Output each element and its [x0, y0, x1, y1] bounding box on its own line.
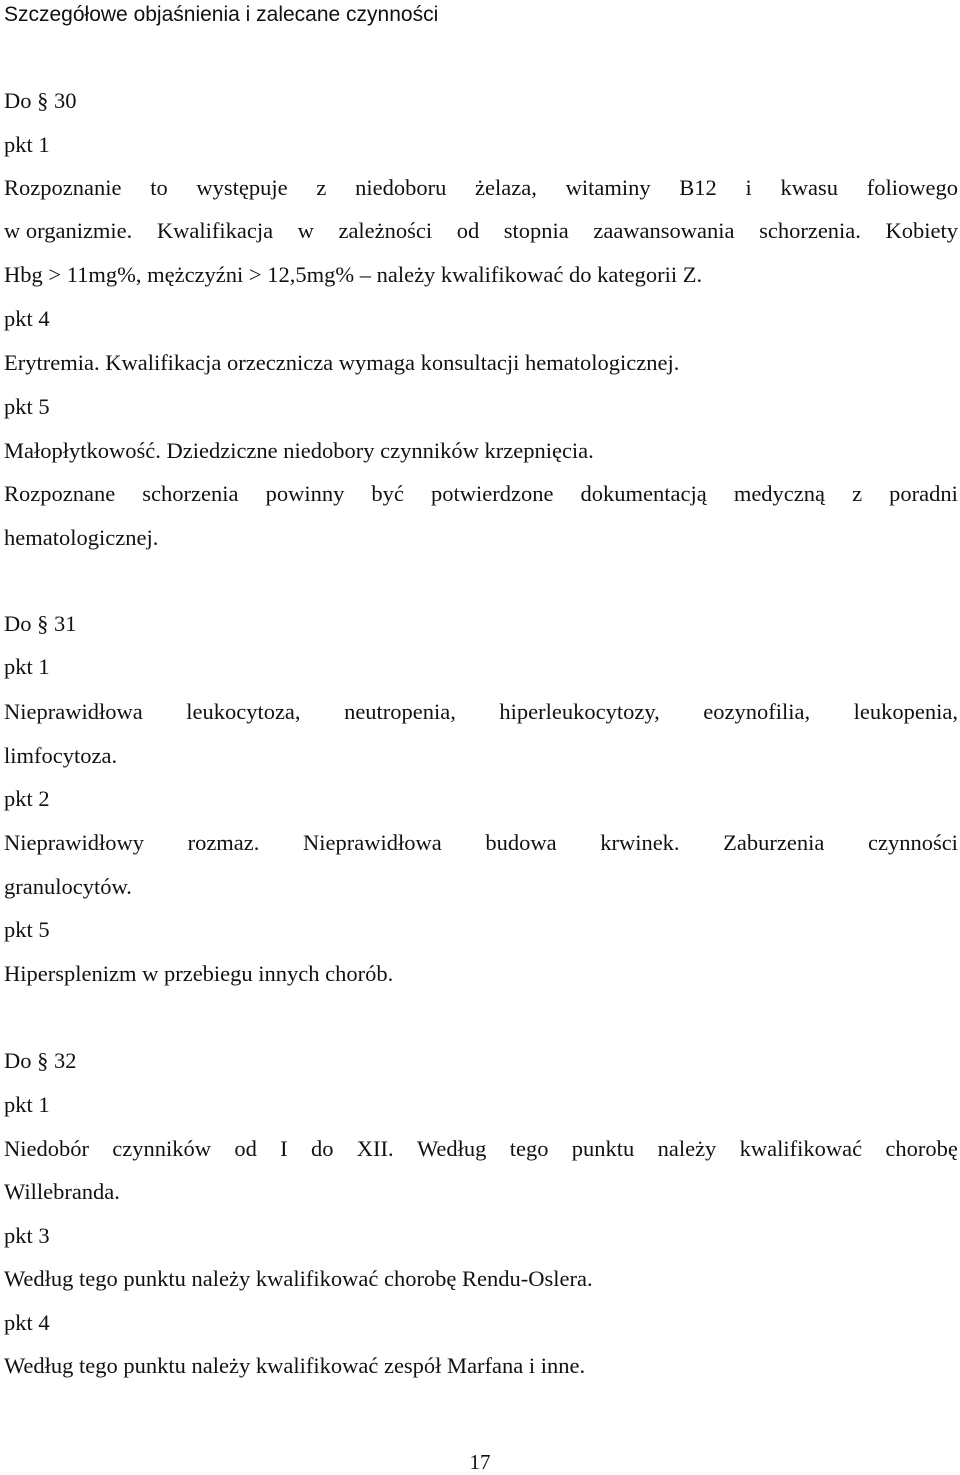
word: występuje	[196, 175, 288, 200]
section-30-pkt1-line3: Hbg > 11mg%, mężczyźni > 12,5mg% – należy kwalifikować do kategorii Z.	[4, 262, 703, 287]
word: punktu	[571, 1136, 635, 1161]
section-32-pkt3-label: pkt 3	[4, 1223, 50, 1248]
section-31-pkt1-line1	[4, 701, 958, 724]
section-32-heading: Do § 32	[4, 1048, 77, 1073]
word: chorobę	[885, 1136, 958, 1161]
word: potwierdzone	[430, 481, 554, 506]
word: zależności	[338, 218, 433, 243]
section-32-pkt4-label: pkt 4	[4, 1310, 50, 1335]
word: Zaburzenia	[723, 830, 825, 855]
section-30-pkt5-line2	[4, 483, 958, 506]
word: z	[316, 175, 327, 200]
word: Nieprawidłowy	[4, 830, 144, 855]
word: XII.	[356, 1136, 394, 1161]
word: czynności	[867, 830, 958, 855]
word: Rozpoznanie	[4, 175, 122, 200]
word: kwalifikować	[739, 1136, 863, 1161]
word: schorzenia	[142, 481, 239, 506]
word: do	[310, 1136, 334, 1161]
section-31-heading: Do § 31	[4, 611, 77, 636]
word: B12	[679, 175, 717, 200]
word: żelaza,	[475, 175, 537, 200]
word: hiperleukocytozy,	[499, 699, 660, 724]
word: czynników	[112, 1136, 212, 1161]
section-31-pkt2-label: pkt 2	[4, 786, 50, 811]
word: leukocytoza,	[186, 699, 301, 724]
word: foliowego	[866, 175, 958, 200]
word: eozynofilia,	[703, 699, 811, 724]
section-30-pkt5-line3: hematologicznej.	[4, 525, 159, 550]
section-32-pkt1-line1	[4, 1138, 958, 1161]
word: zaawansowania	[593, 218, 735, 243]
word: poradni	[889, 481, 958, 506]
word: i	[745, 175, 752, 200]
word: w	[297, 218, 314, 243]
page-number: 17	[469, 1450, 491, 1474]
section-30-pkt1-line2	[4, 220, 958, 243]
section-31-pkt1-label: pkt 1	[4, 654, 50, 679]
section-30-pkt4-label: pkt 4	[4, 306, 50, 331]
word: w organizmie.	[4, 218, 133, 243]
word: medyczną	[733, 481, 826, 506]
word: należy	[657, 1136, 717, 1161]
word: być	[371, 481, 404, 506]
word: kwasu	[780, 175, 839, 200]
section-31-pkt5-text: Hipersplenizm w przebiegu innych chorób.	[4, 961, 394, 986]
word: to	[150, 175, 168, 200]
section-32-pkt1-label: pkt 1	[4, 1092, 50, 1117]
word: Według	[416, 1136, 487, 1161]
word: z	[852, 481, 863, 506]
word: Rozpoznane	[4, 481, 116, 506]
word: Nieprawidłowa	[4, 699, 143, 724]
section-32-pkt4-text: Według tego punktu należy kwalifikować zespół Marfana i inne.	[4, 1353, 586, 1378]
word: budowa	[485, 830, 557, 855]
word: od	[234, 1136, 257, 1161]
section-30-heading: Do § 30	[4, 88, 77, 113]
word: od	[456, 218, 480, 243]
section-32-pkt3-text: Według tego punktu należy kwalifikować chorobę Rendu-Oslera.	[4, 1266, 593, 1291]
section-30-pkt1-label: pkt 1	[4, 132, 50, 157]
section-31-pkt1-line2: limfocytoza.	[4, 743, 118, 768]
word: krwinek.	[600, 830, 680, 855]
word: niedoboru	[355, 175, 447, 200]
word: powinny	[265, 481, 345, 506]
word: I	[280, 1136, 288, 1161]
section-30-pkt1-line1	[4, 177, 958, 200]
word: neutropenia,	[344, 699, 456, 724]
word: leukopenia,	[853, 699, 958, 724]
section-30-pkt5-line1: Małopłytkowość. Dziedziczne niedobory czynników krzepnięcia.	[4, 438, 594, 463]
word: tego	[509, 1136, 549, 1161]
word: dokumentacją	[580, 481, 707, 506]
word: schorzenia.	[759, 218, 861, 243]
word: Niedobór	[4, 1136, 89, 1161]
section-30-pkt4-text: Erytremia. Kwalifikacja orzecznicza wymaga konsultacji hematologicznej.	[4, 350, 680, 375]
section-31-pkt2-line1	[4, 832, 958, 855]
section-31-pkt2-line2: granulocytów.	[4, 874, 132, 899]
word: Kobiety	[885, 218, 958, 243]
page-title: Szczegółowe objaśnienia i zalecane czynności	[4, 3, 439, 26]
section-32-pkt1-line2: Willebranda.	[4, 1179, 120, 1204]
word: rozmaz.	[187, 830, 260, 855]
word: stopnia	[503, 218, 569, 243]
section-31-pkt5-label: pkt 5	[4, 917, 50, 942]
word: witaminy	[565, 175, 651, 200]
word: Nieprawidłowa	[303, 830, 442, 855]
section-30-pkt5-label: pkt 5	[4, 394, 50, 419]
word: Kwalifikacja	[156, 218, 274, 243]
